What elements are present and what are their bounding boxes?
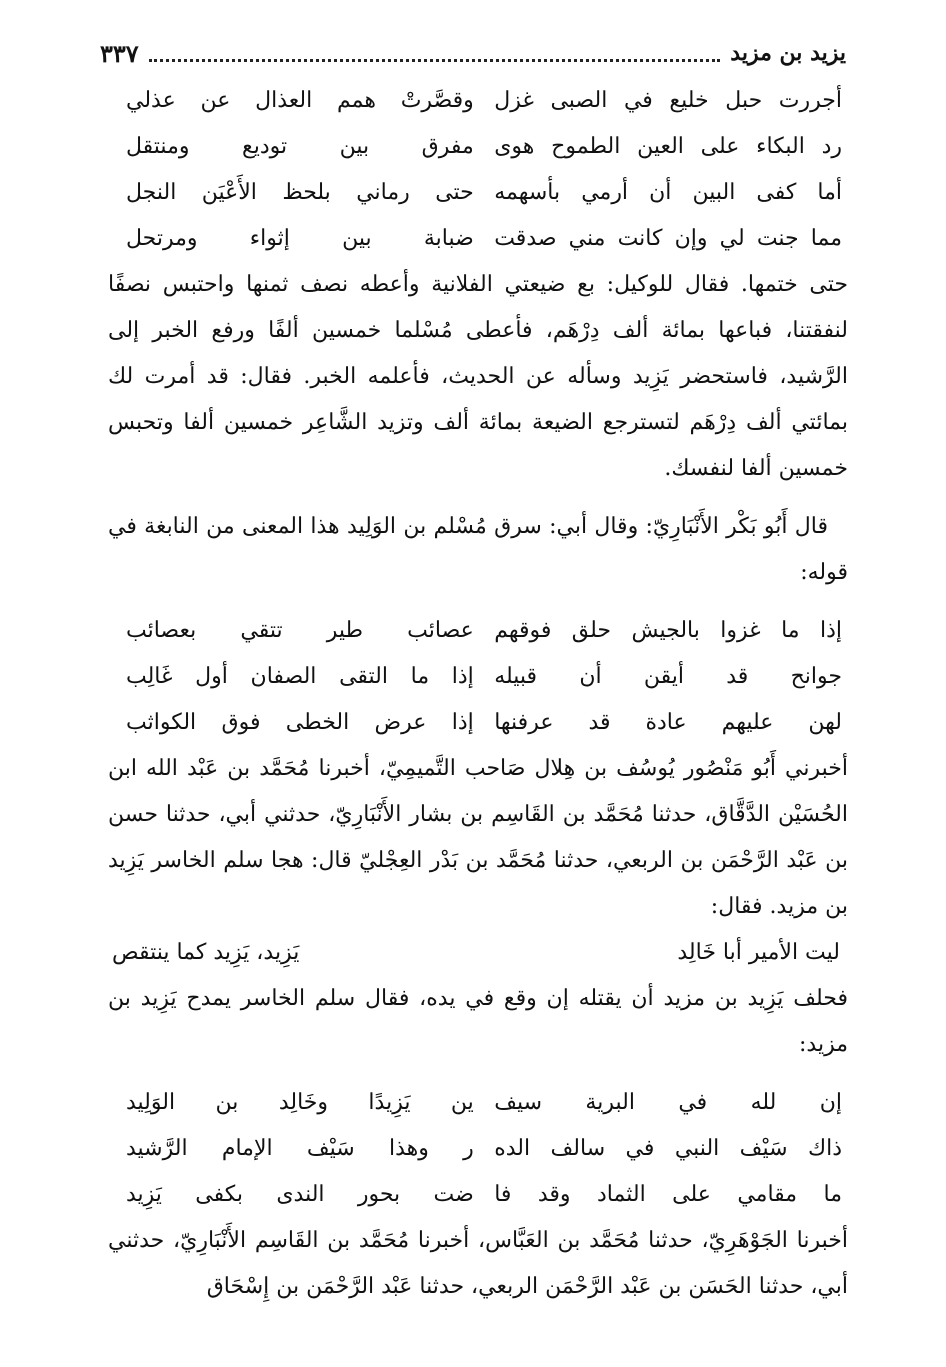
- poem-block-3: [108, 1080, 848, 1218]
- verse-line: [108, 1172, 848, 1218]
- first-hemistich: ما مقامي على الثماد وقد فا: [494, 1182, 842, 1207]
- first-hemistich: ليت الأمير أبا خَالِد: [677, 940, 840, 965]
- second-hemistich: عصائب طير تتقي بعصائب: [126, 618, 474, 643]
- second-hemistich: ضت بحور الندى بكفى يَزِيد: [126, 1182, 474, 1207]
- first-hemistich: إن لله في البرية سيف: [494, 1090, 842, 1115]
- verse-line: [108, 170, 848, 216]
- second-hemistich: إذا ما التقى الصفان أول غَالِب: [126, 664, 474, 689]
- second-hemistich: ضبابة بين إثواء ومرتحل: [126, 226, 474, 251]
- second-hemistich: مفرق بين توديع ومنتقل: [126, 134, 474, 159]
- prose-paragraph: حتى ختمها. فقال للوكيل: بع ضيعتي الفلانية وأعطه نصف ثمنها واحتبس نصفًا لنفقتنا، فباعها بمائة ألف دِرْهَم، فأعطى مُسْلما خمسين ألفًا ورفع الخبر إلى الرَّشيد، فاستحضر يَزِيد وسأله عن الحديث، فأعلمه الخبر. فقال: قد أمرت لك بمائتي ألف دِرْهَم لتسترجع الضيعة بمائة ألف وتزيد الشَّاعِر خمسين ألفا وتحبس خمسين ألفا لنفسك.: [108, 272, 848, 481]
- verse-line: [108, 608, 848, 654]
- second-hemistich: إذا عرض الخطى فوق الكواثب: [126, 710, 474, 735]
- prose-paragraph: فحلف يَزِيد بن مزيد أن يقتله إن وقع في يده، فقال سلم الخاسر يمدح يَزِيد بن مزيد:: [108, 986, 848, 1057]
- second-hemistich: ر وهذا سَيْف الإمام الرَّشيد: [126, 1136, 474, 1161]
- page-number: ٣٣٧: [100, 38, 139, 68]
- page-body: [108, 78, 848, 1310]
- second-hemistich: ين يَزِيدًا وخَالِد بن الوَلِيد: [126, 1090, 474, 1115]
- poem-block-1: [108, 78, 848, 262]
- first-hemistich: أجررت حبل خليع في الصبى غزل: [494, 88, 842, 113]
- first-hemistich: ذاك سَيْف النبي في سالف الده: [494, 1136, 842, 1161]
- running-title: يزيد بن مزيد: [730, 40, 846, 66]
- verse-line: [108, 654, 848, 700]
- verse-line: [108, 78, 848, 124]
- verse-line: [108, 216, 848, 262]
- second-hemistich: يَزِيد، يَزِيد كما ينتقص: [112, 940, 300, 965]
- first-hemistich: لهن عليهم عادة قد عرفنها: [494, 710, 842, 735]
- first-hemistich: رد البكاء على العين الطموح هوى: [494, 134, 842, 159]
- first-hemistich: أما كفى البين أن أرمي بأسهمه: [494, 180, 842, 205]
- verse-line: [108, 1080, 848, 1126]
- first-hemistich: جوانح قد أيقن أن قبيله: [494, 664, 842, 689]
- page-header: [100, 34, 846, 72]
- prose-paragraph: أخبرني أَبُو مَنْصُور يُوسُف بن هِلال صَاحب التَّميمِيّ، أخبرنا مُحَمَّد بن عَبْد الله ابن الحُسَيْن الدَّقَّاق، حدثنا مُحَمَّد بن القَاسِم بن بشار الأَنْبَارِيّ، حدثني أبي، حدثنا حسن بن عَبْد الرَّحْمَن بن الربعي، حدثنا مُحَمَّد بن بَدْر العِجْليّ قال: هجا سلم الخاسر يَزِيد بن مزيد. فقال:: [108, 756, 848, 919]
- second-hemistich: وقصَّرتْ همم العذال عن عذلي: [126, 88, 474, 113]
- prose-paragraph: أخبرنا الجَوْهَرِيّ، حدثنا مُحَمَّد بن العَبَّاس، أخبرنا مُحَمَّد بن القَاسِم الأَنْبَارِيّ، حدثني أبي، حدثنا الحَسَن بن عَبْد الرَّحْمَن الربعي، حدثنا عَبْد الرَّحْمَن بن إِسْحَاق: [108, 1228, 848, 1299]
- verse-line: [108, 1126, 848, 1172]
- second-hemistich: حتى رماني بلحظ الأَعْيَن النجل: [126, 180, 474, 205]
- verse-line: [108, 124, 848, 170]
- prose-paragraph: قال أَبُو بَكْر الأَنْبَارِيّ: وقال أبي: سرق مُسْلم بن الوَلِيد هذا المعنى من النابغة في قوله:: [108, 514, 848, 585]
- first-hemistich: إذا ما غزوا بالجيش حلق فوقهم: [494, 618, 842, 643]
- verse-line: [108, 930, 848, 976]
- verse-line: [108, 700, 848, 746]
- header-dotted-leader: [149, 45, 721, 62]
- first-hemistich: مما جنت لي وإن كانت مني صدقت: [494, 226, 842, 251]
- poem-block-2: [108, 608, 848, 746]
